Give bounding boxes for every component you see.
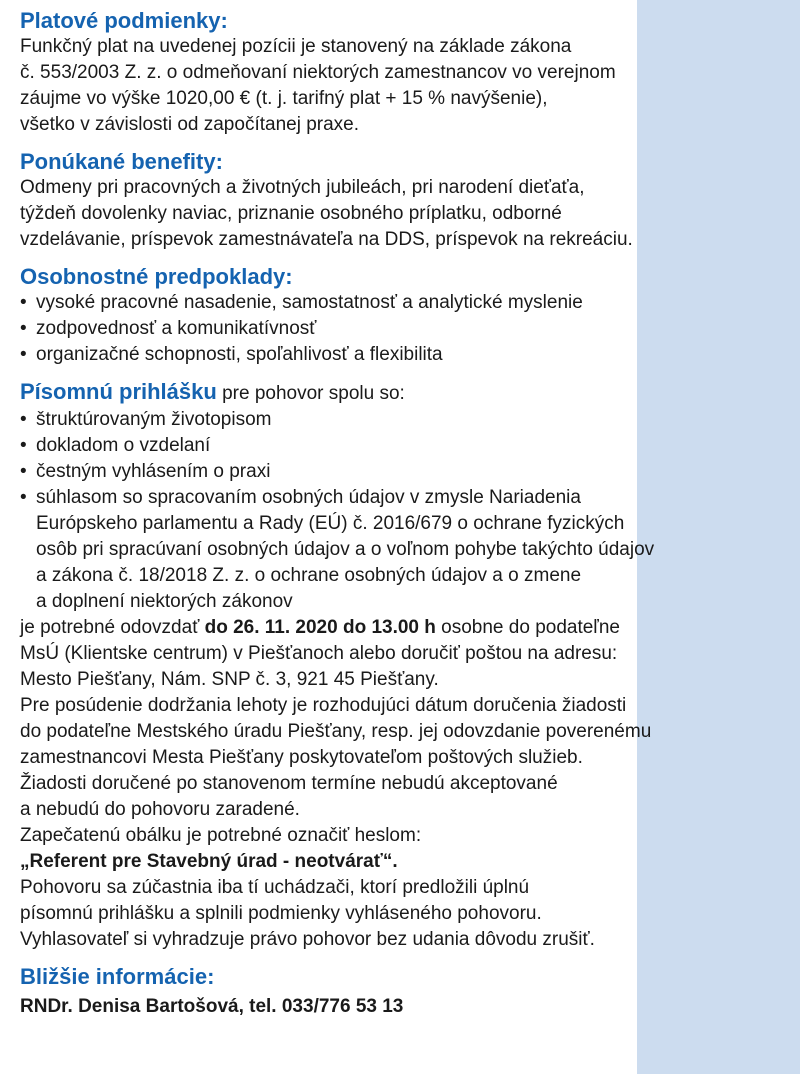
list-item-consent (20, 485, 790, 615)
consent-line: a zákona č. 18/2018 Z. z. o ochrane osobných údajov a o zmene (36, 565, 582, 586)
benefits-line: vzdelávanie, príspevok zamestnávateľa na DDS, príspevok na rekreáciu. (20, 229, 633, 250)
application-intro (20, 379, 790, 407)
document-body (20, 0, 790, 1031)
application-line: a nebudú do pohovoru zaradené. (20, 799, 300, 820)
salary-line: č. 553/2003 Z. z. o odmeňovaní niektorých zamestnancov vo verejnom (20, 62, 616, 83)
application-intro-text: pre pohovor spolu so: (216, 383, 405, 404)
envelope-password: „Referent pre Stavebný úrad - neotvárať“. (20, 851, 398, 872)
section-salary (20, 0, 790, 138)
list-item: • vysoké pracovné nasadenie, samostatnosť a analytické myslenie (20, 290, 790, 316)
section-requirements (20, 264, 790, 368)
heading-contact: Bližšie informácie: (20, 964, 215, 989)
application-line: Zapečatenú obálku je potrebné označiť heslom: (20, 825, 422, 846)
consent-line: Európskeho parlamentu a Rady (EÚ) č. 2016/679 o ochrane fyzických (36, 513, 625, 534)
requirements-list (20, 290, 790, 368)
closing-line: Vyhlasovateľ si vyhradzuje právo pohovor bez udania dôvodu zrušiť. (20, 929, 595, 950)
closing-line: Pohovoru sa zúčastnia iba tí uchádzači, ktorí predložili úplnú (20, 877, 530, 898)
deadline-post: osobne do podateľne (435, 617, 620, 638)
contact-person: RNDr. Denisa Bartošová, tel. 033/776 53 13 (20, 996, 404, 1017)
section-benefits (20, 149, 790, 253)
deadline-date: do 26. 11. 2020 do 13.00 h (204, 617, 436, 638)
application-line: MsÚ (Klientske centrum) v Piešťanoch alebo doručiť poštou na adresu: (20, 643, 618, 664)
heading-application: Písomnú prihlášku (20, 379, 217, 404)
application-line: Pre posúdenie dodržania lehoty je rozhodujúci dátum doručenia žiadosti (20, 695, 627, 716)
salary-line: záujme vo výške 1020,00 € (t. j. tarifný plat + 15 % navýšenie), (20, 88, 548, 109)
application-line: zamestnancovi Mesta Piešťany poskytovateľom poštových služieb. (20, 747, 583, 768)
application-line: do podateľne Mestského úradu Piešťany, resp. jej odovzdanie poverenému (20, 721, 652, 742)
benefits-line: týždeň dovolenky naviac, priznanie osobného príplatku, odborné (20, 203, 562, 224)
consent-line: • súhlasom so spracovaním osobných údajov v zmysle Nariadenia (36, 487, 581, 508)
list-item: • čestným vyhlásením o praxi (20, 459, 790, 485)
heading-salary: Platové podmienky: (20, 8, 228, 33)
consent-line: a doplnení niektorých zákonov (36, 591, 293, 612)
deadline-pre: je potrebné odovzdať (20, 617, 205, 638)
list-item: • organizačné schopnosti, spoľahlivosť a flexibilita (20, 342, 790, 368)
documents-list (20, 407, 790, 615)
address-line: Mesto Piešťany, Nám. SNP č. 3, 921 45 Piešťany. (20, 669, 439, 690)
closing-line: písomnú prihlášku a splnili podmienky vyhláseného pohovoru. (20, 903, 542, 924)
deadline-line (20, 615, 790, 641)
heading-requirements: Osobnostné predpoklady: (20, 264, 293, 289)
consent-line: osôb pri spracúvaní osobných údajov a o voľnom pohybe takýchto údajov (36, 539, 655, 560)
salary-line: všetko v závislosti od započítanej praxe. (20, 114, 360, 135)
list-item: • dokladom o vzdelaní (20, 433, 790, 459)
list-item: • zodpovednosť a komunikatívnosť (20, 316, 790, 342)
salary-line: Funkčný plat na uvedenej pozícii je stanovený na základe zákona (20, 36, 572, 57)
application-line: Žiadosti doručené po stanovenom termíne nebudú akceptované (20, 773, 558, 794)
heading-benefits: Ponúkané benefity: (20, 149, 223, 174)
list-item: • štruktúrovaným životopisom (20, 407, 790, 433)
benefits-line: Odmeny pri pracovných a životných jubileách, pri narodení dieťaťa, (20, 177, 585, 198)
section-contact (20, 964, 790, 1020)
section-application (20, 379, 790, 953)
